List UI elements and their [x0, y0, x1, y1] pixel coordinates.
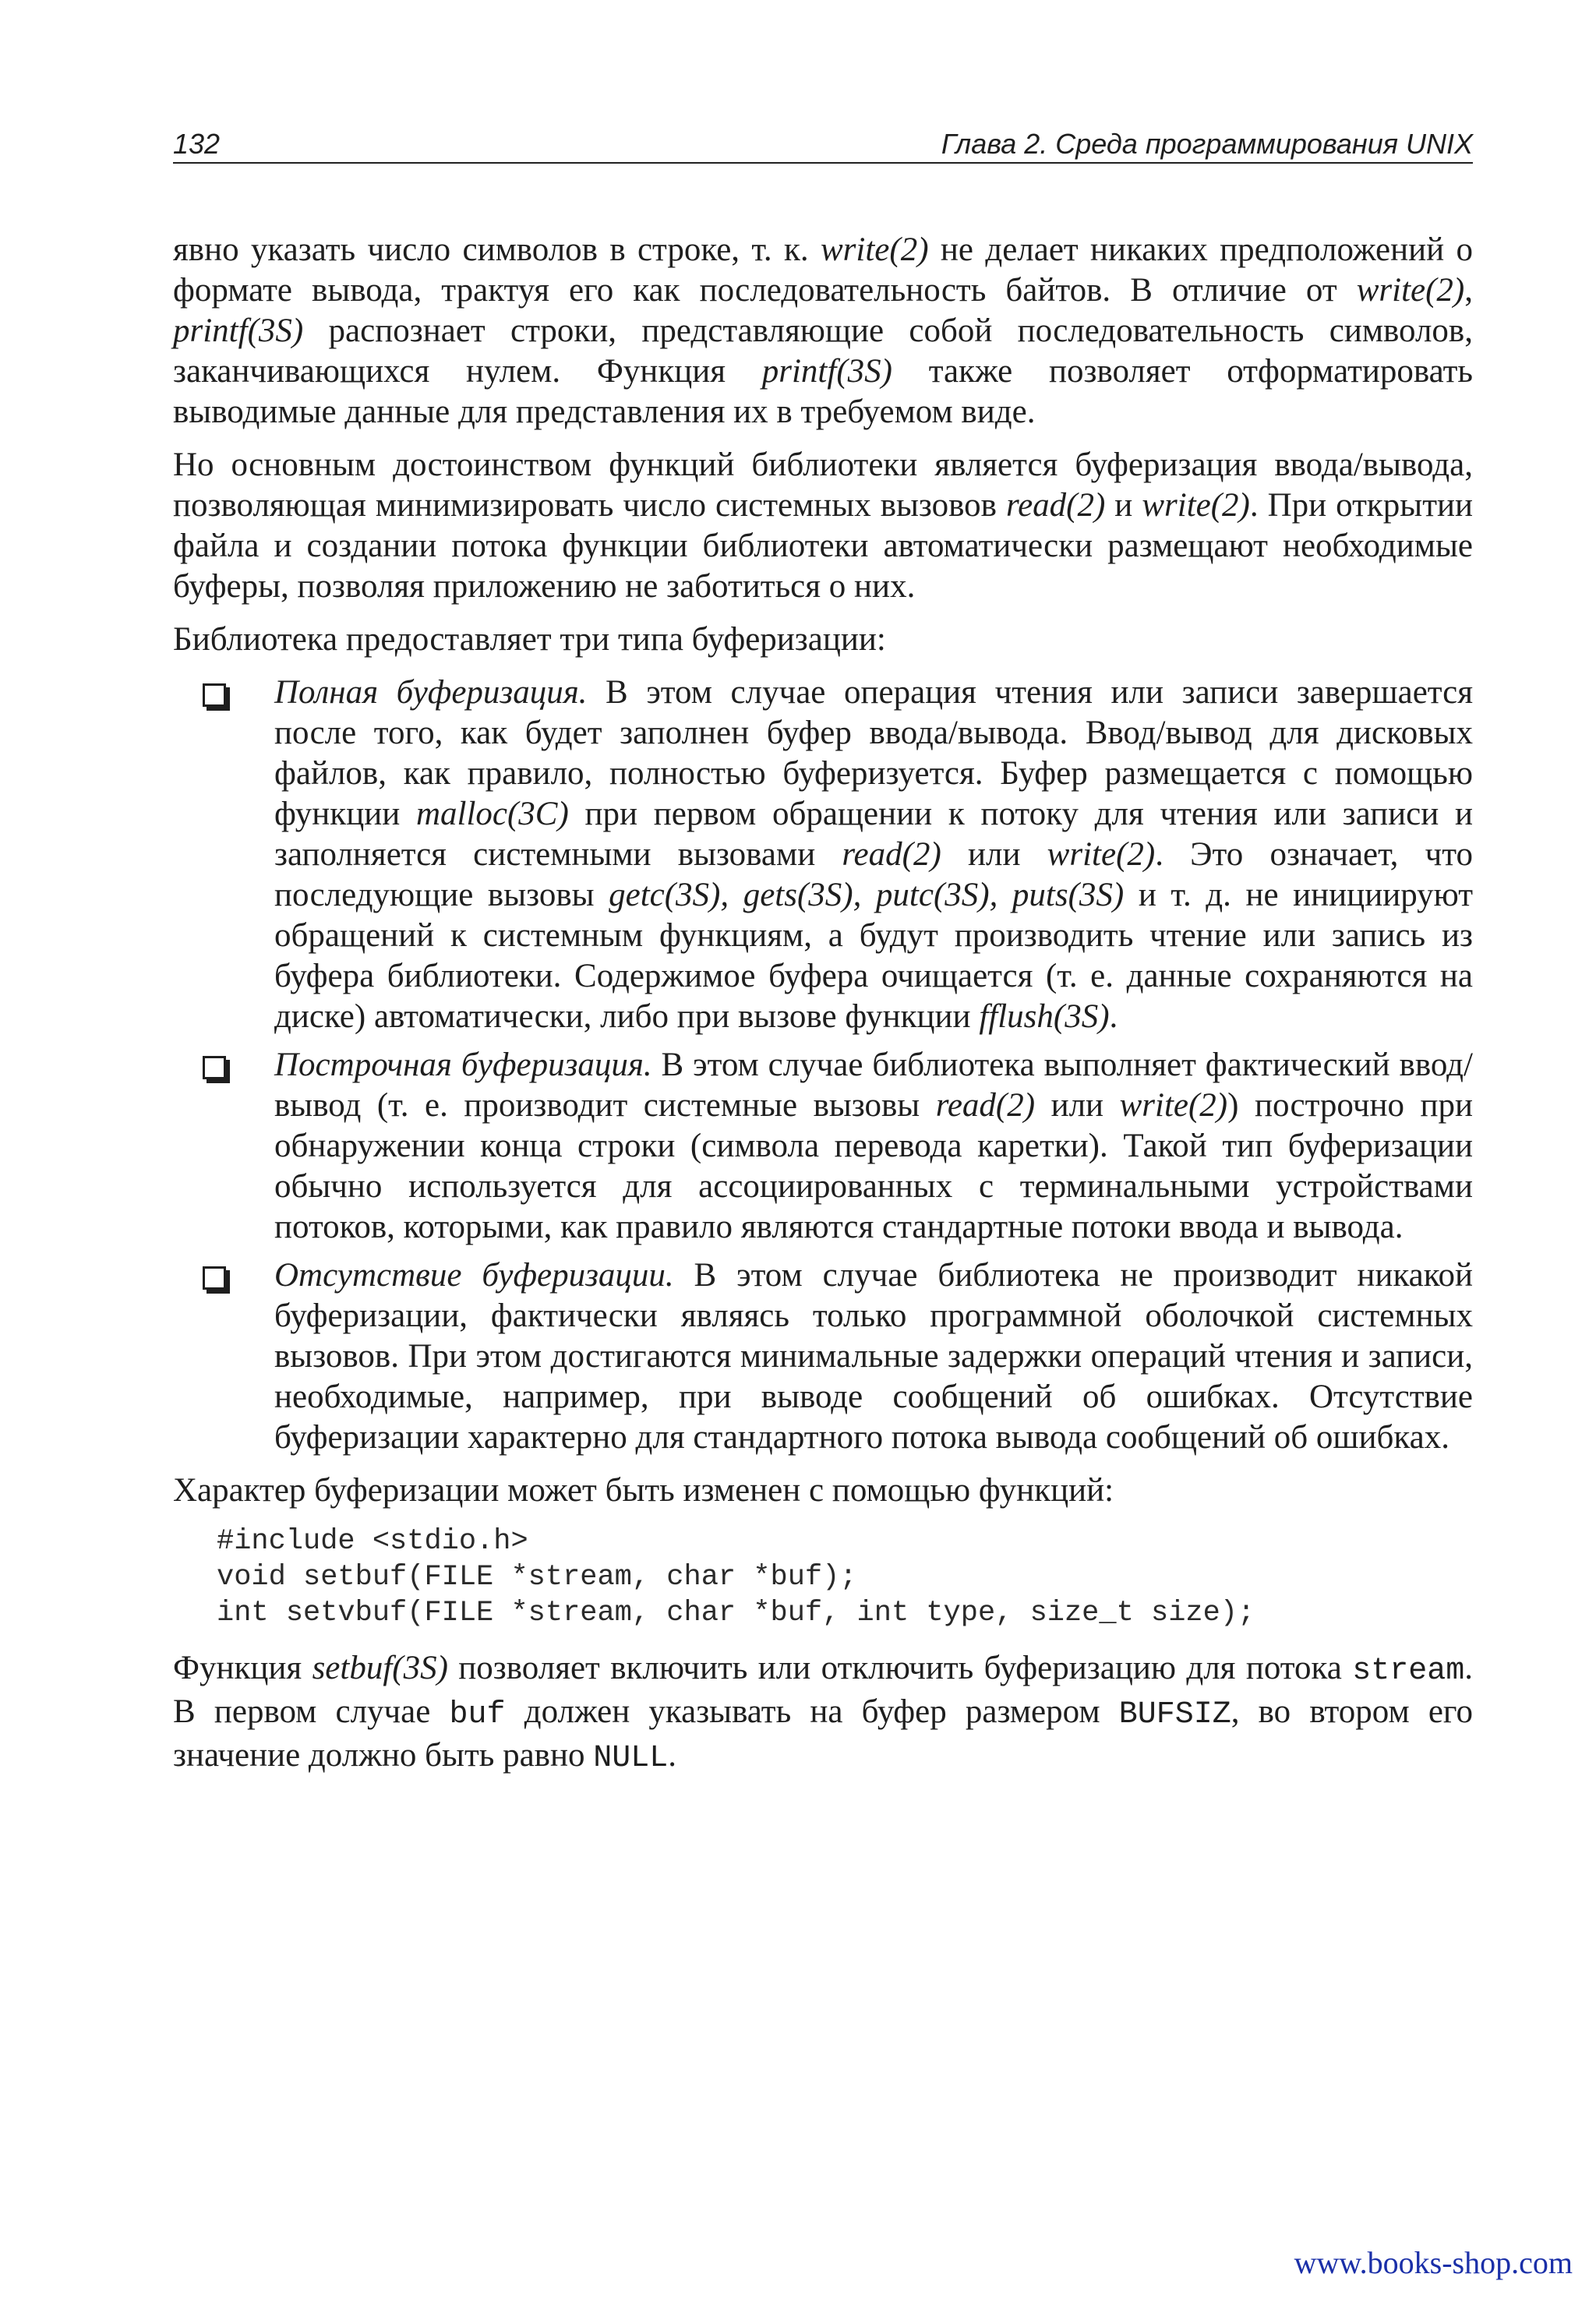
paragraph-1: явно указать число символов в строке, т. к. write(2) не делает никаких предположений о формате вывода, трактуя его как последовательность байтов. В отличие от write(2), printf(3S) распознает строки, представляющие собой последовательность символов, заканчивающихся нулем. Функция printf(3S) также позволяет отформатировать выводимые данные для представления их в требуемом виде. — [173, 231, 1473, 430]
paragraph-3: Библиотека предоставляет три типа буферизации: — [173, 621, 886, 658]
paragraph-2: Но основным достоинством функций библиотеки является буферизация ввода/вывода, позволяющая минимизировать число системных вызовов read(2) и write(2). При открытии файла и создании потока функции библиотеки автоматически размещают необходимые буферы, позволяя приложению не заботиться о них. — [173, 447, 1474, 605]
list-item-line-buffering: Построчная буферизация. В этом случае библиотека выполняет фактический ввод/вывод (т. е. производит системные вызовы read(2) или write(2)) построчно при обнаружении конца строки (символа перевода каретки). Такой тип буферизации обычно используется для ассоциированных с терминальными устройствами потоков, которыми, как правило являются стандартные потоки ввода и вывода. — [173, 1045, 1473, 1248]
code-line: int setvbuf(FILE *stream, char *buf, int type, size_t size); — [217, 1597, 1255, 1629]
paragraph-5: Функция setbuf(3S) позволяет включить или отключить буферизацию для потока stream. В первом случае buf должен указывать на буфер размером BUFSIZ, во втором его значение должно быть равно NULL. — [173, 1650, 1473, 1776]
list-item-no-buffering: Отсутствие буферизации. В этом случае библиотека не производит никакой буферизации, фактически являясь только программной оболочкой системных вызовов. При этом достигаются минимальные задержки операций чтения и записи, необходимые, например, при выводе сообщений об ошибках. Отсутствие буферизации характерно для стандартного потока вывода сообщений об ошибках. — [173, 1255, 1473, 1458]
page-header — [173, 126, 1473, 164]
checkbox-bullet-icon — [203, 1266, 226, 1290]
code-line: void setbuf(FILE *stream, char *buf); — [217, 1561, 857, 1594]
term-no-buffering: Отсутствие буферизации. — [274, 1257, 674, 1294]
paragraph-4: Характер буферизации может быть изменен с помощью функций: — [173, 1472, 1114, 1509]
books-shop-link[interactable]: www.books-shop.com — [1294, 2245, 1573, 2280]
checkbox-bullet-icon — [203, 683, 226, 707]
chapter-title: Глава 2. Среда программирования UNIX — [941, 128, 1473, 160]
list-item-full-buffering: Полная буферизация. В этом случае операция чтения или записи завершается после того, как будет заполнен буфер ввода/вывода. Ввод/вывод для дисковых файлов, как правило, полностью буферизуется. Буфер размещается с помощью функции malloc(3C) при первом обращении к потоку для чтения или записи и заполняется системными вызовами read(2) или write(2). Это означает, что последующие вызовы getc(3S), gets(3S), putc(3S), puts(3S) и т. д. не инициируют обращений к системным функциям, а будут производить чтение или запись из буфера библиотеки. Содержимое буфера очищается (т. е. данные сохраняются на диске) автоматически, либо при вызове функции fflush(3S). — [173, 673, 1473, 1037]
code-block — [217, 1523, 1473, 1631]
page-body — [173, 230, 1473, 1792]
code-line: #include <stdio.h> — [217, 1525, 528, 1558]
checkbox-bullet-icon — [203, 1056, 226, 1079]
buffering-types-list — [173, 673, 1473, 1458]
term-line-buffering: Построчная буферизация. — [274, 1047, 652, 1083]
term-full-buffering: Полная буферизация. — [274, 674, 588, 711]
page-number: 132 — [173, 128, 221, 160]
